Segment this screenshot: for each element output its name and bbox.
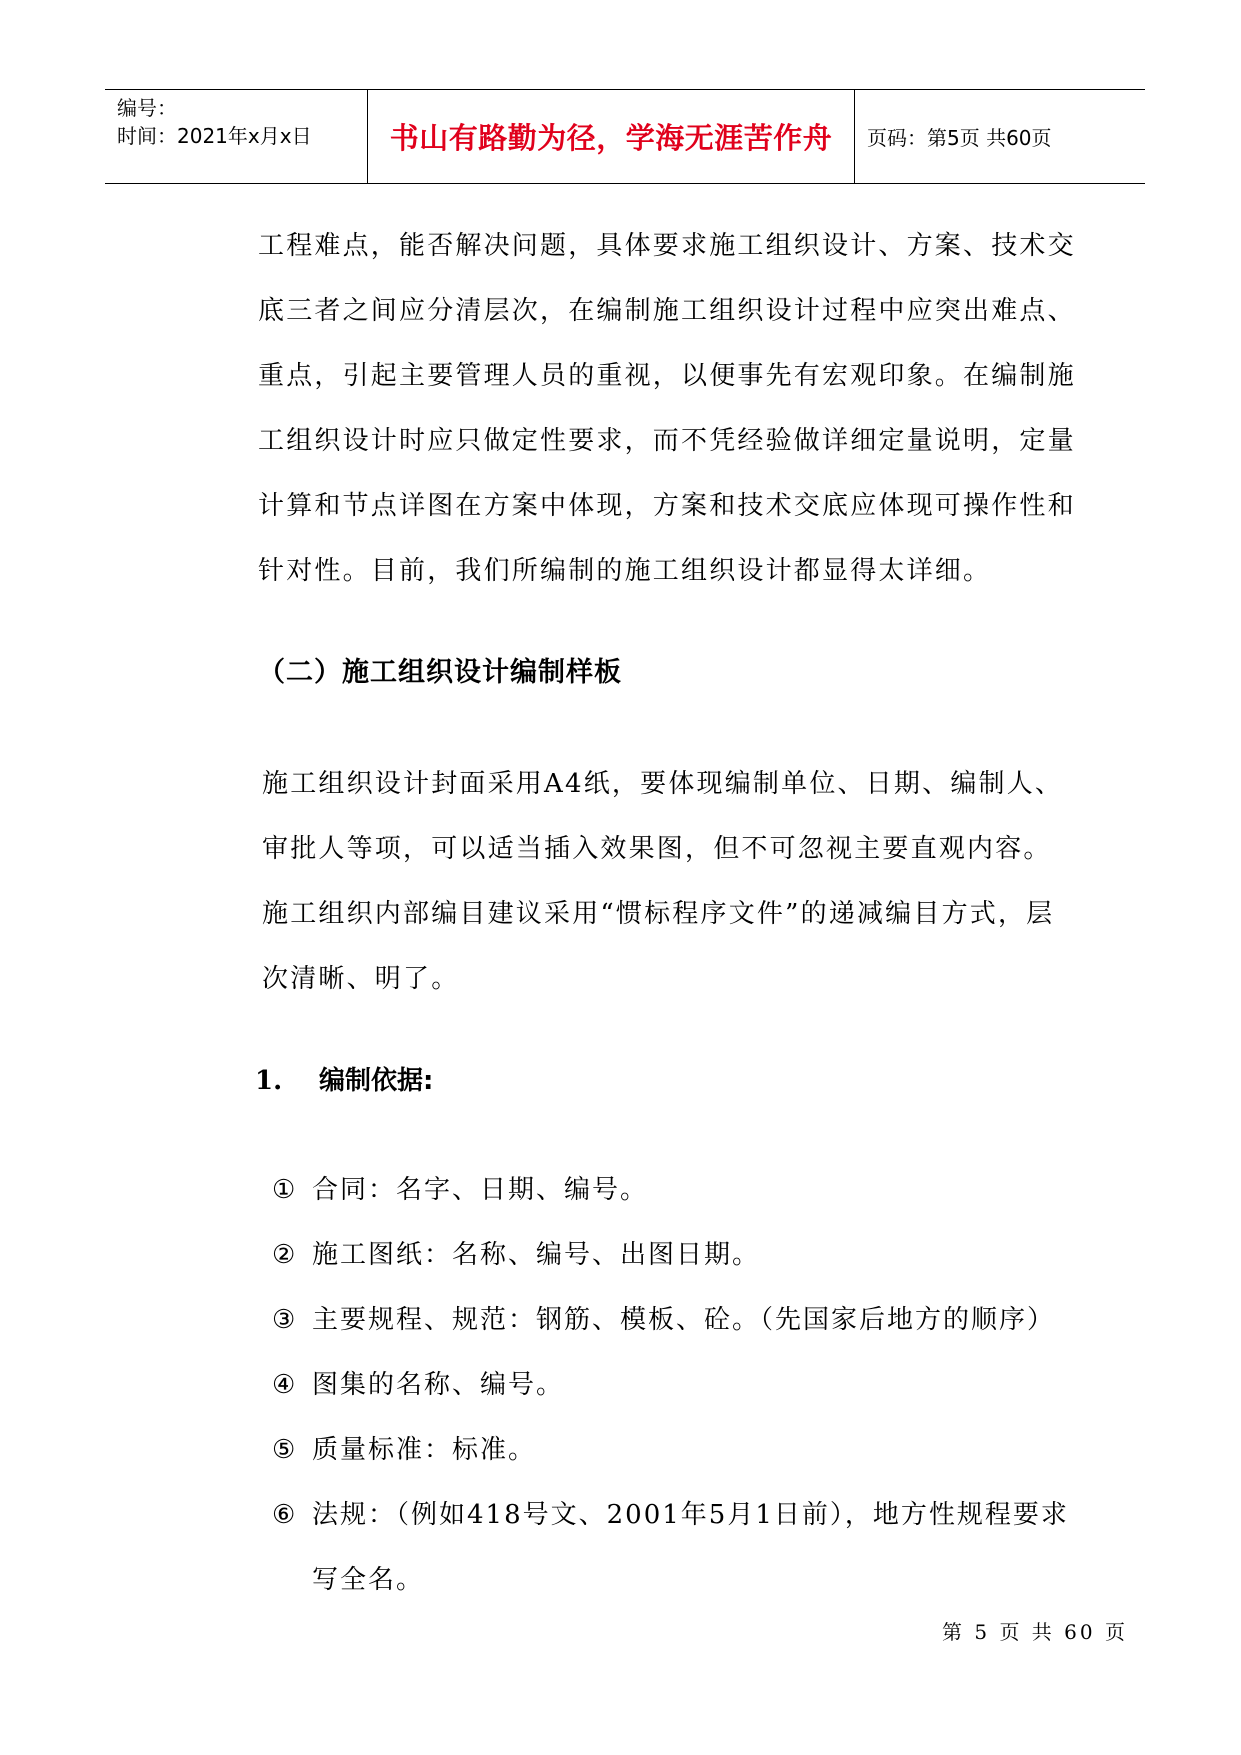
list-item <box>272 1418 1069 1483</box>
list-item-text: 写全名。 <box>312 1565 425 1595</box>
basis-list <box>272 1158 1069 1613</box>
section-heading-2: （二）施工组织设计编制样板 <box>258 657 622 688</box>
list-marker: ① <box>272 1175 298 1205</box>
paragraph-line: 次清晰、明了。 <box>262 964 460 994</box>
document-number-label: 编号： <box>117 96 177 120</box>
section-number: 1. <box>255 1066 283 1096</box>
list-marker: ④ <box>272 1370 298 1400</box>
paragraph-line: 审批人等项，可以适当插入效果图，但不可忽视主要直观内容。 <box>262 834 1052 864</box>
section-title: 编制依据: <box>319 1066 434 1096</box>
list-item-text: 法规：（例如418号文、2001年5月1日前），地方性规程要求 <box>312 1500 1069 1530</box>
header-page-number: 页码：第5页 共60页 <box>867 126 1052 150</box>
document-time-label: 时间：2021年x月x日 <box>117 124 312 148</box>
page-footer: 第 5 页 共 60 页 <box>942 1620 1128 1644</box>
list-marker: ③ <box>272 1305 298 1335</box>
list-item <box>272 1483 1069 1548</box>
list-item-text: 主要规程、规范：钢筋、模板、砼。（先国家后地方的顺序） <box>312 1305 1056 1335</box>
list-item-text: 施工图纸：名称、编号、出图日期。 <box>312 1240 761 1270</box>
list-item <box>272 1223 1069 1288</box>
paragraph-1 <box>258 214 1108 604</box>
paragraph-line: 针对性。目前，我们所编制的施工组织设计都显得太详细。 <box>258 556 992 586</box>
list-marker <box>272 1548 312 1613</box>
list-item <box>272 1288 1069 1353</box>
list-item <box>272 1353 1069 1418</box>
paragraph-line: 施工组织设计封面采用A4纸，要体现编制单位、日期、编制人、 <box>262 769 1064 799</box>
section-heading-3 <box>255 1060 433 1097</box>
list-item <box>272 1158 1069 1223</box>
header-slogan: 书山有路勤为径，学海无涯苦作舟 <box>367 90 855 183</box>
paragraph-line: 工组织设计时应只做定性要求，而不凭经验做详细定量说明，定量 <box>258 426 1076 456</box>
paragraph-line: 计算和节点详图在方案中体现，方案和技术交底应体现可操作性和 <box>258 491 1076 521</box>
header-meta <box>105 90 367 183</box>
page-header <box>105 89 1145 184</box>
list-item-text: 质量标准：标准。 <box>312 1435 537 1465</box>
list-marker: ⑤ <box>272 1435 298 1465</box>
list-marker: ⑥ <box>272 1500 298 1530</box>
paragraph-line: 底三者之间应分清层次，在编制施工组织设计过程中应突出难点、 <box>258 296 1076 326</box>
paragraph-2 <box>262 752 1063 1012</box>
list-item-continuation <box>272 1548 1069 1613</box>
list-item-text: 合同：名字、日期、编号。 <box>312 1175 649 1205</box>
list-item-text: 图集的名称、编号。 <box>312 1370 565 1400</box>
paragraph-line: 施工组织内部编目建议采用“惯标程序文件”的递减编目方式，层 <box>262 899 1055 929</box>
paragraph-line: 工程难点，能否解决问题，具体要求施工组织设计、方案、技术交 <box>258 231 1076 261</box>
paragraph-line: 重点，引起主要管理人员的重视，以便事先有宏观印象。在编制施 <box>258 361 1076 391</box>
list-marker: ② <box>272 1240 298 1270</box>
